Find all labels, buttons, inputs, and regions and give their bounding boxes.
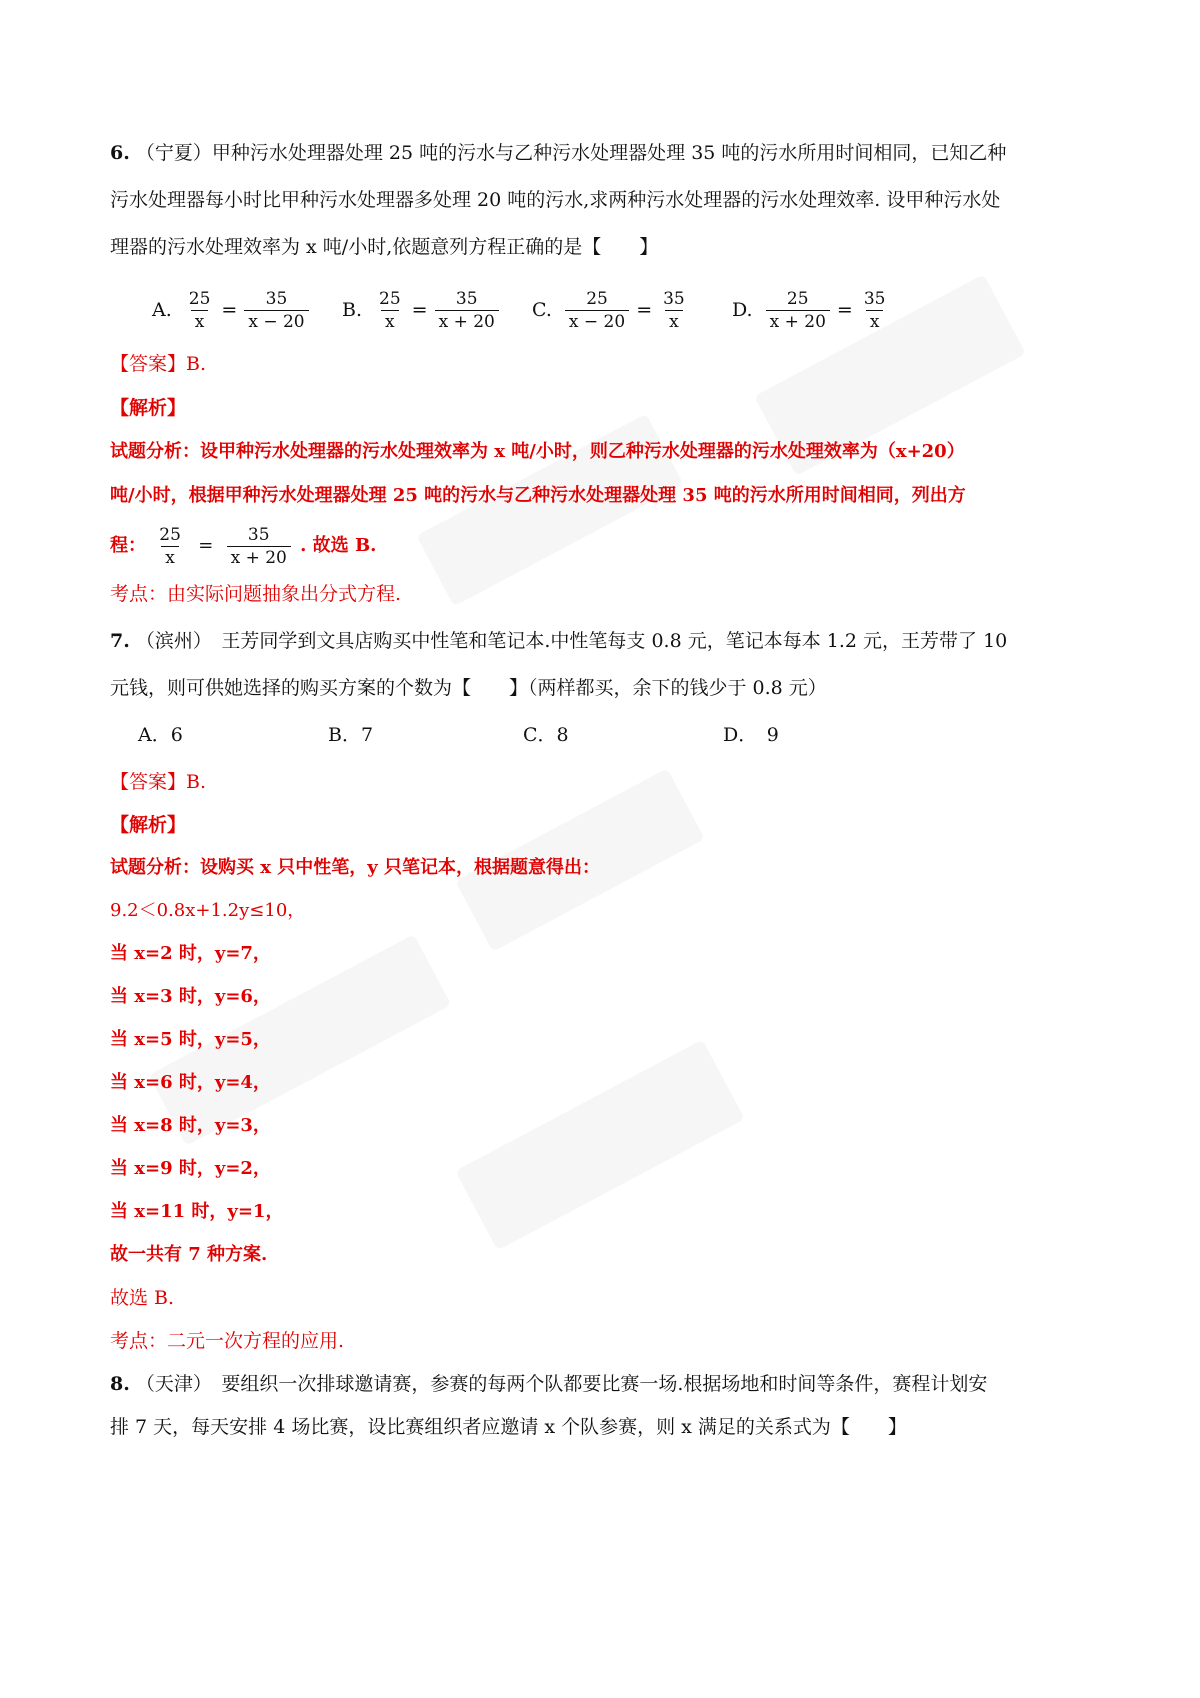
analysis-step: 当 x=3 时，y=6，: [110, 986, 271, 1007]
fraction: $\frac{35}{x - 20}$: [244, 288, 308, 333]
option-b: B．7: [328, 724, 374, 746]
q7-kaodian: 考点：二元一次方程的应用.: [110, 1330, 345, 1352]
fraction: $\frac{25}{x - 20}$: [565, 288, 629, 333]
document-page: [110, 138, 1100, 1459]
fraction: $\frac{25}{x + 20}$: [766, 288, 830, 333]
fraction: $\frac{35}{x + 20}$: [227, 524, 291, 569]
question-number: 6.: [110, 142, 130, 164]
q7-analysis-steps: [110, 853, 1100, 1313]
q7-options: [110, 720, 1100, 750]
question-number: 7.: [110, 630, 130, 652]
question-number: 8.: [110, 1373, 130, 1395]
option-a: A. $\frac{25}{x}$ = $\frac{35}{x - 20}$: [152, 288, 342, 333]
analysis-step: 当 x=9 时，y=2，: [110, 1158, 271, 1179]
analysis-step: 试题分析：设购买 x 只中性笔，y 只笔记本，根据题意得出：: [110, 857, 600, 878]
fraction: $\frac{35}{x + 20}$: [435, 288, 499, 333]
fraction: $\frac{25}{x}$: [379, 288, 401, 332]
analysis-step: 当 x=2 时，y=7，: [110, 943, 271, 964]
q6-line-2: 污水处理器每小时比甲种污水处理器多处理 20 吨的污水,求两种污水处理器的污水处理效率. 设甲种污水处: [110, 189, 1001, 211]
option-b: B. $\frac{25}{x}$ = $\frac{35}{x + 20}$: [342, 288, 532, 333]
q6-analysis-line-1: 试题分析：设甲种污水处理器的污水处理效率为 x 吨/小时，则乙种污水处理器的污水处理效率为（x+20）: [110, 441, 965, 462]
q6-line-1: 6. （宁夏）甲种污水处理器处理 25 吨的污水与乙种污水处理器处理 35 吨的污水所用时间相同，已知乙种: [110, 142, 1007, 164]
analysis-step: 当 x=5 时，y=5，: [110, 1029, 271, 1050]
option-a: A．6: [138, 724, 183, 746]
q7-line-1: 7. （滨州） 王芳同学到文具店购买中性笔和笔记本.中性笔每支 0.8 元，笔记本每本 1.2 元，王芳带了 10: [110, 630, 1008, 652]
option-d: D． 9: [723, 724, 779, 746]
option-c: C．8: [523, 724, 569, 746]
option-c: C. $\frac{25}{x - 20}$ = $\frac{35}{x}$: [532, 288, 732, 333]
q6-options: [110, 279, 1100, 341]
option-d: D. $\frac{25}{x + 20}$ = $\frac{35}{x}$: [732, 288, 932, 333]
q6-answer: 【答案】B.: [110, 353, 207, 375]
q7-line-2: 元钱，则可供她选择的购买方案的个数为【 】（两样都买，余下的钱少于 0.8 元）: [110, 677, 827, 699]
analysis-step: 故一共有 7 种方案.: [110, 1244, 268, 1265]
fraction: $\frac{35}{x}$: [663, 288, 685, 332]
q6-analysis-title: 【解析】: [110, 397, 187, 419]
analysis-step: 当 x=8 时，y=3，: [110, 1115, 271, 1136]
analysis-step: 当 x=6 时，y=4，: [110, 1072, 271, 1093]
fraction: $\frac{25}{x}$: [159, 524, 181, 568]
analysis-step: 9.2＜0.8x+1.2y≤10，: [110, 900, 306, 921]
q6-kaodian: 考点：由实际问题抽象出分式方程.: [110, 583, 402, 605]
analysis-step: 故选 B.: [110, 1287, 175, 1309]
fraction: $\frac{25}{x}$: [188, 288, 211, 332]
q8-line-2: 排 7 天，每天安排 4 场比赛，设比赛组织者应邀请 x 个队参赛，则 x 满足的关系式为【 】: [110, 1416, 907, 1438]
q7-analysis-title: 【解析】: [110, 814, 187, 836]
analysis-step: 当 x=11 时，y=1，: [110, 1201, 284, 1222]
fraction: $\frac{35}{x}$: [863, 288, 886, 332]
q6-line-3: 理器的污水处理效率为 x 吨/小时,依题意列方程正确的是【 】: [110, 236, 659, 258]
q6-analysis-line-3: 程： $\frac{25}{x}$ = $\frac{35}{x + 20}$ . 故选 B.: [110, 524, 377, 568]
q6-analysis-line-2: 吨/小时，根据甲种污水处理器处理 25 吨的污水与乙种污水处理器处理 35 吨的污水所用时间相同，列出方: [110, 485, 966, 506]
q7-answer: 【答案】B.: [110, 771, 207, 793]
q8-line-1: 8. （天津） 要组织一次排球邀请赛，参赛的每两个队都要比赛一场.根据场地和时间等条件，赛程计划安: [110, 1373, 988, 1395]
